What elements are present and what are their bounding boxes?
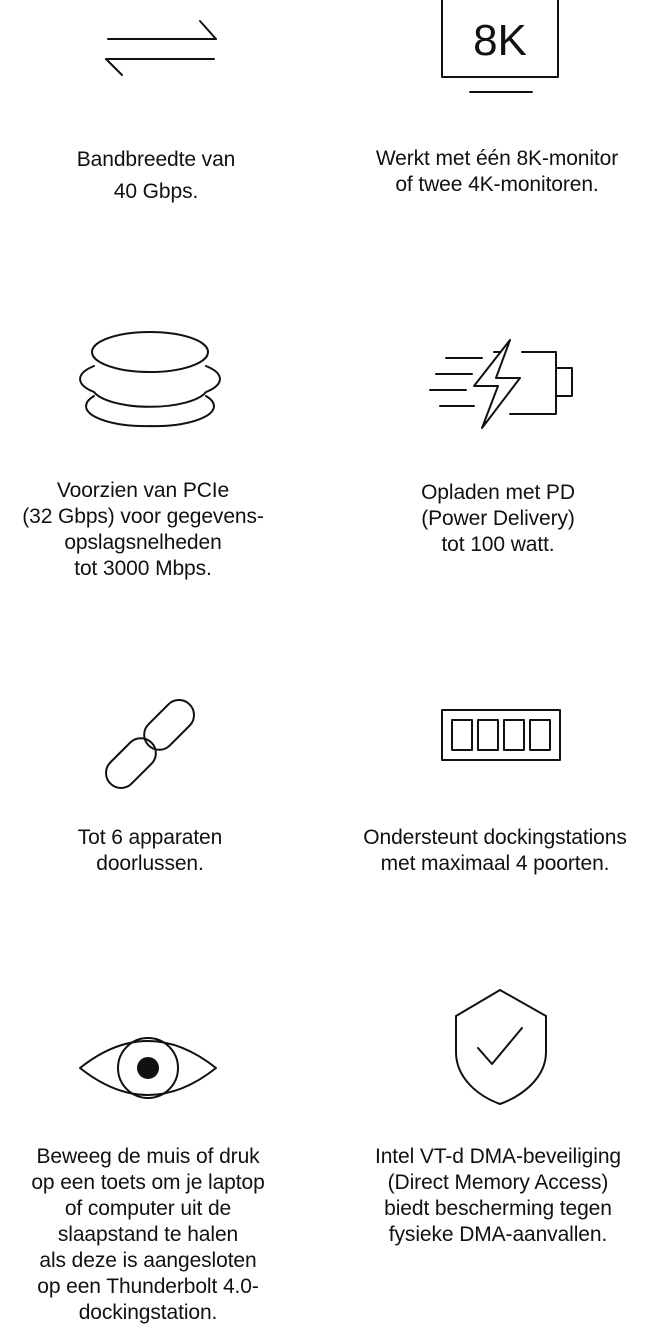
dock-ports-icon: [438, 706, 564, 762]
dock-caption: Ondersteunt dockingstations met maximaal 4 poorten.: [363, 826, 627, 875]
shield-check-icon: [450, 986, 552, 1108]
8k-monitor-icon: [438, 0, 564, 96]
eye-icon: [76, 1030, 220, 1102]
transfer-arrows-icon: [100, 15, 222, 81]
daisy-chain-caption: Tot 6 apparaten doorlussen.: [77, 826, 223, 875]
wake-caption: Beweeg de muis of druk op een toets om je laptop of computer uit de slaapstand te halen als deze is aangesloten op een Thunderbolt 4.0- dockingstation.: [31, 1145, 265, 1324]
fast-charge-battery-icon: [426, 336, 580, 432]
security-caption: Intel VT-d DMA-beveiliging (Direct Memory Access) biedt bescherming tegen fysieke DMA-aanvallen.: [374, 1145, 621, 1246]
monitor-8k-label: 8K: [473, 16, 527, 65]
storage-stack-icon: [86, 326, 216, 432]
charging-caption: Opladen met PD (Power Delivery) tot 100 watt.: [421, 481, 575, 556]
storage-caption: Voorzien van PCIe (32 Gbps) voor gegevens- opslagsnelheden tot 3000 Mbps.: [22, 479, 264, 580]
bandwidth-caption: Bandbreedte van 40 Gbps.: [76, 148, 236, 203]
monitor-caption: Werkt met één 8K-monitor of twee 4K-monitoren.: [375, 147, 619, 196]
chain-link-icon: [98, 696, 202, 792]
